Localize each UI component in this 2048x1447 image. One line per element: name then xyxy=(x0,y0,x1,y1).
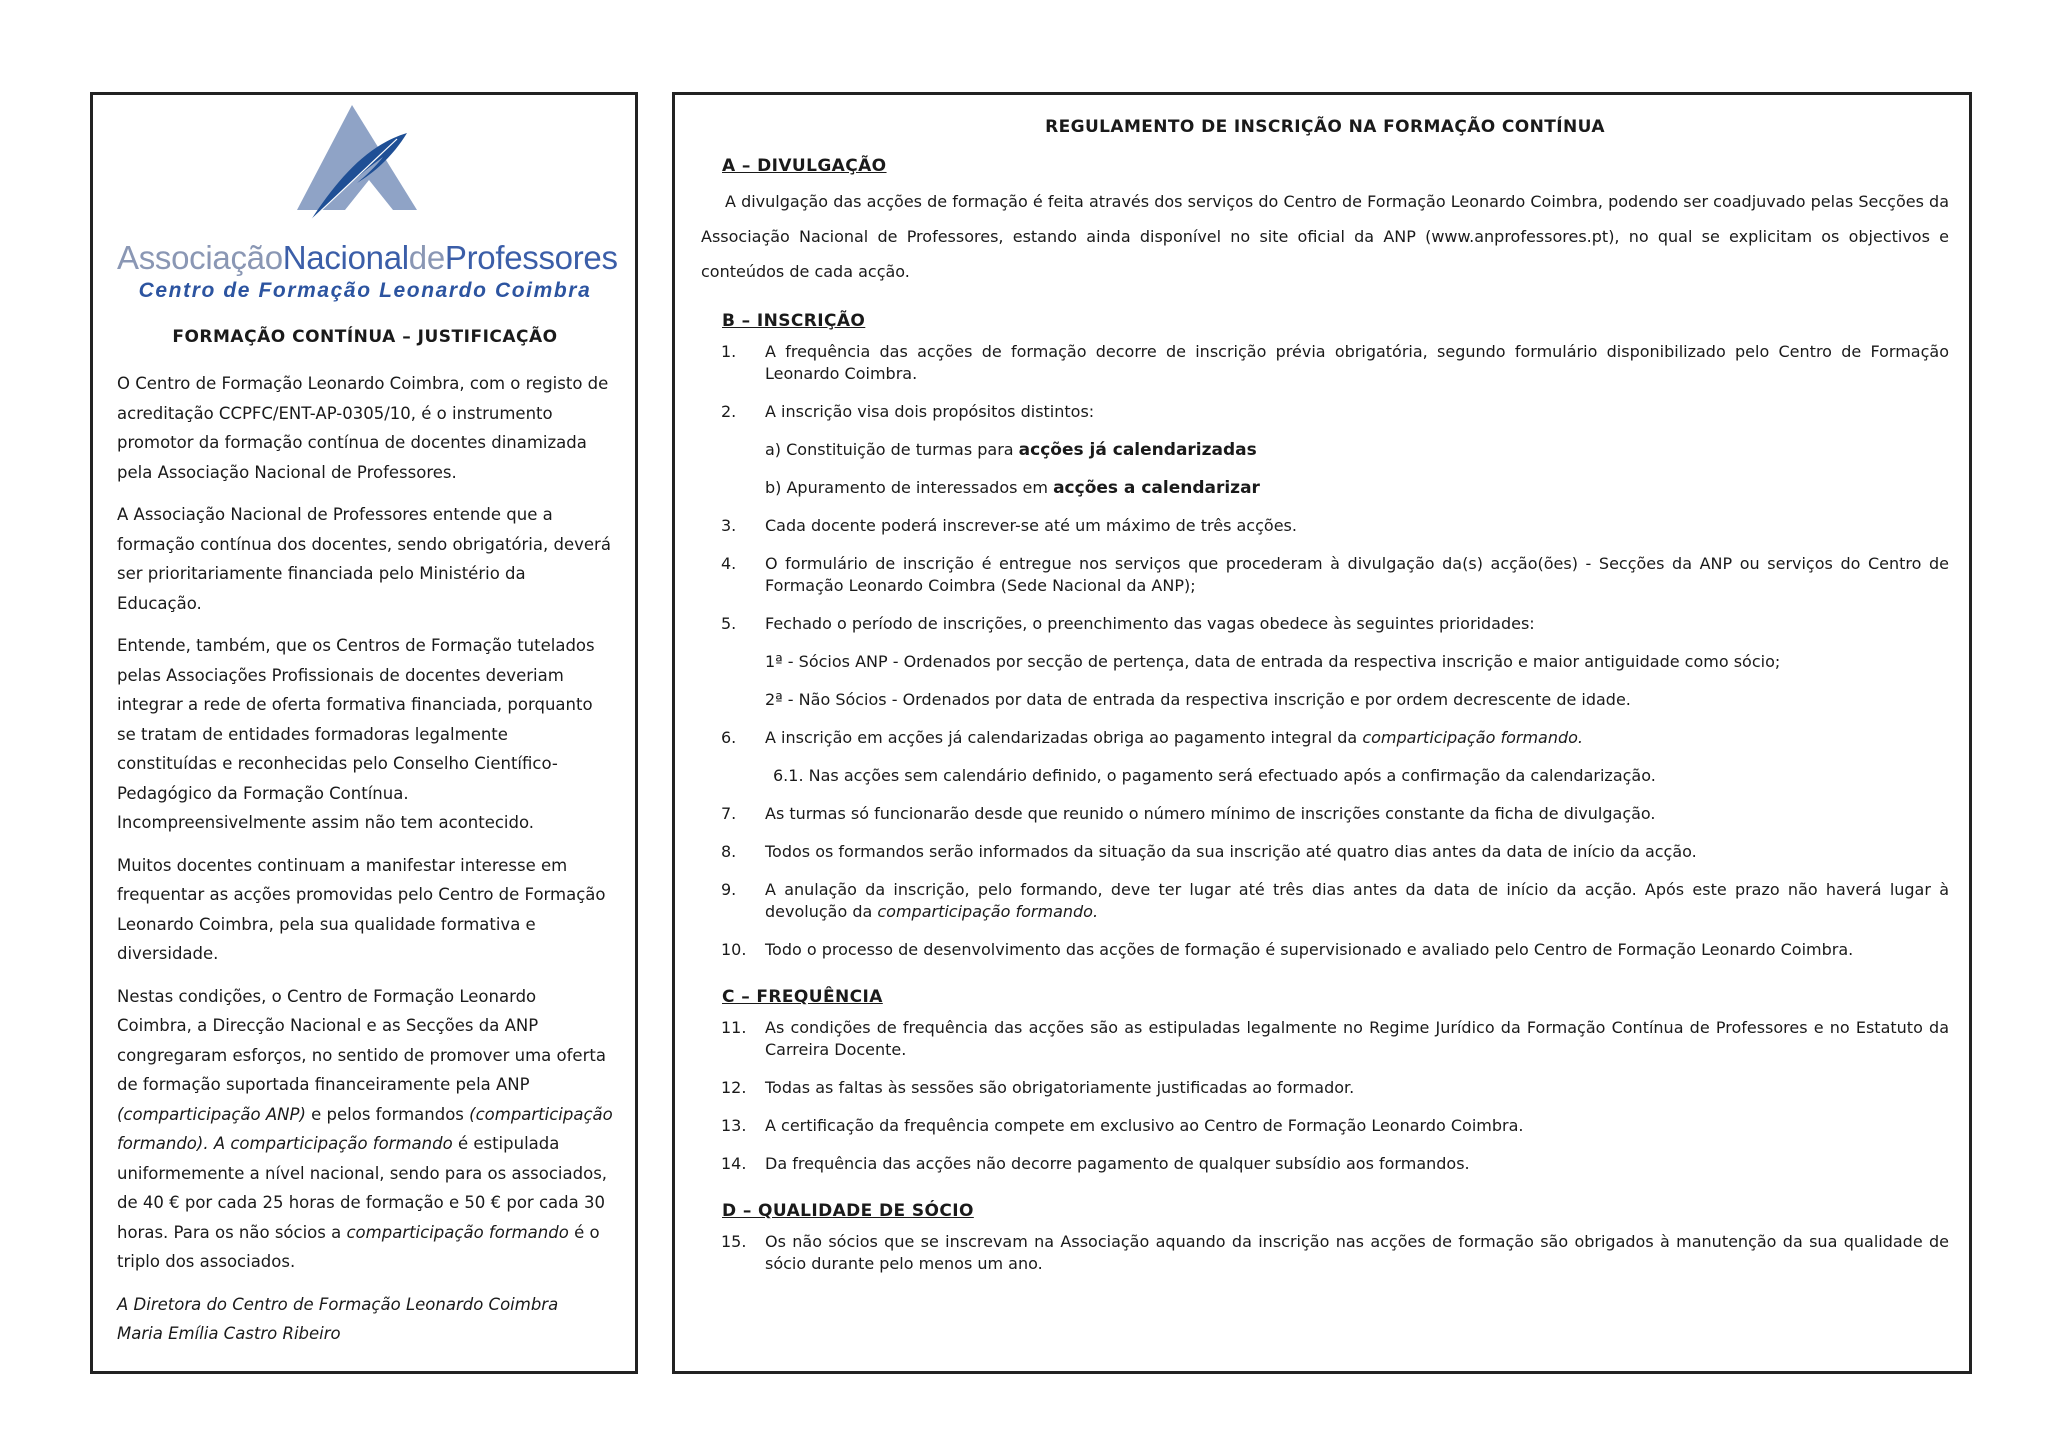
feather-triangle-icon xyxy=(297,105,427,225)
list-item: 15. Os não sócios que se inscrevam na Associação aquando da inscrição nas acções de formação são obrigados à manutenção da sua qualidade de sócio durante pelo menos um ano. xyxy=(721,1232,1949,1273)
list-item: 12. Todas as faltas às sessões são obrigatoriamente justificadas ao formador. xyxy=(721,1078,1355,1097)
list-item: 13. A certificação da frequência compete em exclusivo ao Centro de Formação Leonardo Coimbra. xyxy=(721,1116,1524,1135)
paragraph-3b: Incompreensivelmente assim não tem acontecido. xyxy=(117,813,535,832)
section-c-heading: C – FREQUÊNCIA xyxy=(722,987,883,1007)
list-item: 8. Todos os formandos serão informados da situação da sua inscrição até quatro dias antes da data de início da acção. xyxy=(721,842,1697,861)
justification-panel xyxy=(90,92,638,1374)
list-item: 2. A inscrição visa dois propósitos distintos: xyxy=(721,402,1095,421)
list-item: 7. As turmas só funcionarão desde que reunido o número mínimo de inscrições constante da ficha de divulgação. xyxy=(721,804,1656,823)
list-item: 11. As condições de frequência das acções são as estipuladas legalmente no Regime Jurídico da Formação Contínua de Professores e no Estatuto da Carreira Docente. xyxy=(721,1018,1949,1059)
paragraph-2: A Associação Nacional de Professores entende que a formação contínua dos docentes, sendo obrigatória, deverá ser prioritariamente financiada pelo Ministério da Educação. xyxy=(117,505,611,613)
section-b-heading: B – INSCRIÇÃO xyxy=(722,311,866,331)
regulation-title: REGULAMENTO DE INSCRIÇÃO NA FORMAÇÃO CONTÍNUA xyxy=(1045,117,1605,137)
list-item: 4. O formulário de inscrição é entregue nos serviços que procederam à divulgação da(s) acção(ões) - Secções da ANP ou serviços do Centro de Formação Leonardo Coimbra (Sede Nacional da ANP); xyxy=(721,554,1949,595)
regulation-panel xyxy=(672,92,1972,1374)
anp-logo xyxy=(117,105,613,233)
list-item: 9. A anulação da inscrição, pelo formando, deve ter lugar até três dias antes da data de início da acção. Após este prazo não haverá lugar à devolução da comparticipação formando. xyxy=(721,880,1949,921)
sub-item: 1ª - Sócios ANP - Ordenados por secção de pertença, data de entrada da respectiva inscrição e maior antiguidade como sócio; xyxy=(765,652,1781,671)
sub-item: a) Constituição de turmas para acções já calendarizadas xyxy=(765,440,1257,460)
left-heading: FORMAÇÃO CONTÍNUA – JUSTIFICAÇÃO xyxy=(172,327,558,347)
list-item: 10. Todo o processo de desenvolvimento das acções de formação é supervisionado e avaliado pelo Centro de Formação Leonardo Coimbra. xyxy=(721,940,1854,959)
paragraph-3: Entende, também, que os Centros de Formação tutelados pelas Associações Profissionais de docentes deveriam integrar a rede de oferta formativa financiada, porquanto se tratam de entidades formadoras legalmente constituídas e reconhecidas pelo Conselho Científico-Pedagógico da Formação Contínua. xyxy=(117,636,595,803)
logo-subtitle: Centro de Formação Leonardo Coimbra xyxy=(138,279,592,302)
list-item: 3. Cada docente poderá inscrever-se até um máximo de três acções. xyxy=(721,516,1297,535)
list-item: 5. Fechado o período de inscrições, o preenchimento das vagas obedece às seguintes prioridades: xyxy=(721,614,1535,633)
sub-item: 2ª - Não Sócios - Ordenados por data de entrada da respectiva inscrição e por ordem decrescente de idade. xyxy=(765,690,1631,709)
logo-org-name: AssociaçãoNacionaldeProfessores xyxy=(117,239,618,276)
paragraph-5: Nestas condições, o Centro de Formação Leonardo Coimbra, a Direcção Nacional e as Secções da ANP congregaram esforços, no sentido de promover uma oferta de formação suportada financeiramente pela ANP (comparticipação ANP) e pelos formandos (comparticipação formando). A comparticipação formando é estipulada uniformemente a nível nacional, sendo para os associados, de 40 € por cada 25 horas de formação e 50 € por cada 30 horas. Para os não sócios a comparticipação formando é o triplo dos associados. xyxy=(117,986,613,1271)
list-item: 6. A inscrição em acções já calendarizadas obriga ao pagamento integral da comparticipação formando. xyxy=(721,728,1583,747)
list-item: 1. A frequência das acções de formação decorre de inscrição prévia obrigatória, segundo formulário disponibilizado pelo Centro de Formação Leonardo Coimbra. xyxy=(721,342,1949,383)
section-a-text: A divulgação das acções de formação é feita através dos serviços do Centro de Formação Leonardo Coimbra, podendo ser coadjuvado pelas Secções da Associação Nacional de Professores, estando ainda disponível no site oficial da ANP (www.anprofessores.pt), no qual se explicitam os objectivos e conteúdos de cada acção. xyxy=(701,192,1949,281)
signature: A Diretora do Centro de Formação Leonardo Coimbra Maria Emília Castro Ribeiro xyxy=(117,1294,559,1343)
sub-item: 6.1. Nas acções sem calendário definido, o pagamento será efectuado após a confirmação da calendarização. xyxy=(773,766,1656,785)
list-item: 14. Da frequência das acções não decorre pagamento de qualquer subsídio aos formandos. xyxy=(721,1154,1470,1173)
section-a-heading: A – DIVULGAÇÃO xyxy=(722,156,887,176)
paragraph-1: O Centro de Formação Leonardo Coimbra, com o registo de acreditação CCPFC/ENT-AP-0305/10, é o instrumento promotor da formação contínua de docentes dinamizada pela Associação Nacional de Professores. xyxy=(117,374,609,482)
paragraph-4: Muitos docentes continuam a manifestar interesse em frequentar as acções promovidas pelo Centro de Formação Leonardo Coimbra, pela sua qualidade formativa e diversidade. xyxy=(117,855,606,963)
sub-item: b) Apuramento de interessados em acções a calendarizar xyxy=(765,478,1260,498)
section-d-heading: D – QUALIDADE DE SÓCIO xyxy=(722,1201,974,1221)
